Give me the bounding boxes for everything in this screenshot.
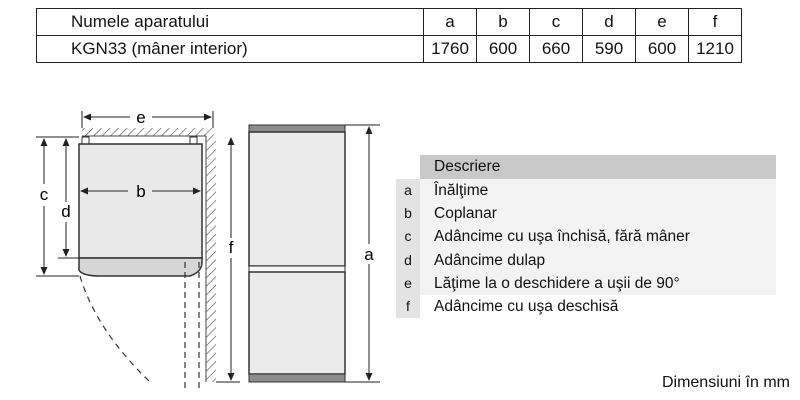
- legend-text: Adâncime dulap: [420, 249, 776, 272]
- value-c: 660: [530, 36, 583, 63]
- list-item: [396, 179, 776, 202]
- legend-key: d: [396, 249, 420, 272]
- legend-title: Descriere: [420, 155, 776, 179]
- legend-key: c: [396, 225, 420, 248]
- value-d: 590: [583, 36, 636, 63]
- label-b: b: [136, 182, 146, 201]
- legend-key: a: [396, 179, 420, 202]
- closed-door: [79, 258, 202, 276]
- value-e: 600: [636, 36, 689, 63]
- legend-text: Înălţime: [420, 179, 776, 202]
- units-note: Dimensiuni în mm: [661, 374, 790, 391]
- label-f: f: [228, 238, 234, 257]
- legend-key: e: [396, 272, 420, 295]
- top-view: [36, 108, 240, 390]
- list-item: [396, 272, 776, 295]
- door-swing-arc: [80, 276, 150, 382]
- legend-key: b: [396, 202, 420, 225]
- list-item: [396, 249, 776, 272]
- value-a: 1760: [424, 36, 477, 63]
- header-col-a: a: [424, 9, 477, 36]
- upper-compartment: [249, 132, 345, 266]
- label-e: e: [136, 108, 146, 127]
- lower-compartment: [249, 272, 345, 374]
- row-name-cell: KGN33 (mâner interior): [37, 36, 424, 63]
- legend-header-spacer: [396, 155, 420, 179]
- label-d: d: [61, 202, 71, 221]
- legend-key: f: [396, 295, 420, 318]
- spacer-right: [190, 137, 197, 144]
- top-cap: [249, 125, 345, 132]
- header-col-e: e: [636, 9, 689, 36]
- value-b: 600: [477, 36, 530, 63]
- value-f: 1210: [689, 36, 742, 63]
- list-item: [396, 295, 776, 318]
- label-c: c: [39, 185, 49, 204]
- cabinet-body: [79, 144, 202, 258]
- side-wall-hatch: [206, 136, 216, 382]
- legend-text: Coplanar: [420, 202, 776, 225]
- legend-table: [396, 155, 776, 318]
- legend-header: [396, 155, 776, 179]
- side-view: [249, 125, 380, 382]
- label-a: a: [364, 245, 374, 264]
- header-col-c: c: [530, 9, 583, 36]
- legend-text: Lăţime la o deschidere a uşii de 90°: [420, 272, 776, 295]
- legend-text: Adâncime cu uşa deschisă: [420, 295, 776, 318]
- header-col-b: b: [477, 9, 530, 36]
- compartment-divider: [249, 266, 345, 272]
- header-col-f: f: [689, 9, 742, 36]
- legend-text: Adâncime cu uşa închisă, fără mâner: [420, 225, 776, 248]
- header-name-cell: Numele aparatului: [37, 9, 424, 36]
- top-wall-hatch: [82, 128, 214, 136]
- base-plinth: [249, 374, 345, 382]
- list-item: [396, 202, 776, 225]
- spacer-left: [82, 137, 89, 144]
- header-col-d: d: [583, 9, 636, 36]
- list-item: [396, 225, 776, 248]
